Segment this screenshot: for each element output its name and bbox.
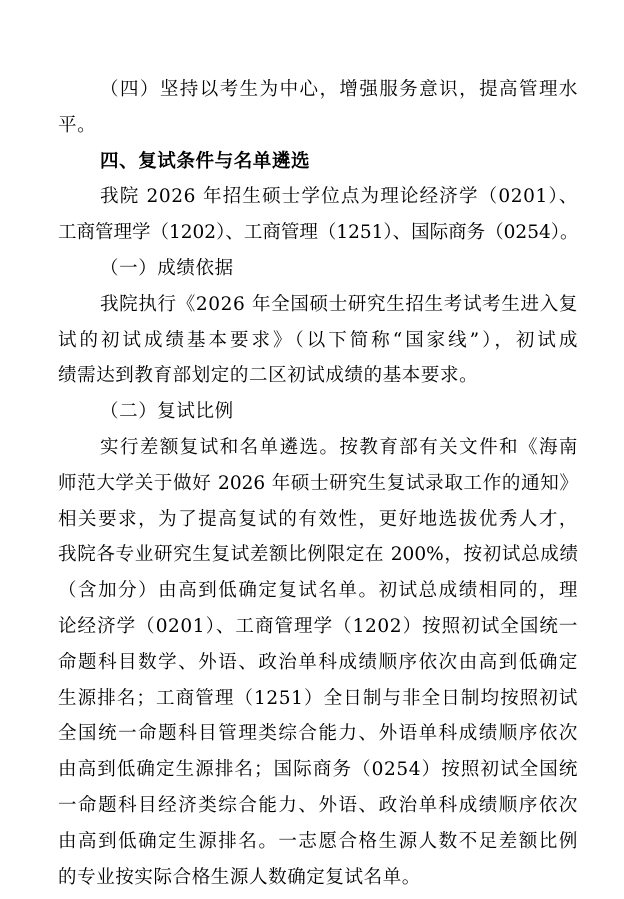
paragraph-line-20: 由高到低确定生源排名；国际商务（0254）按照初试全国统 [58, 759, 578, 781]
paragraph-line-17: 命题科目数学、外语、政治单科成绩顺序依次由高到低确定 [58, 651, 578, 673]
paragraph-line-15: （含加分）由高到低确定复试名单。初试总成绩相同的，理 [58, 580, 578, 602]
paragraph-line-21: 一命题科目经济类综合能力、外语、政治单科成绩顺序依次 [58, 795, 578, 816]
paragraph-line-1: （四）坚持以考生为中心，增强服务意识，提高管理水 [100, 79, 578, 100]
paragraph-line-5: 工商管理学（1202）、工商管理（1251）、国际商务（0254）。 [58, 222, 579, 244]
paragraph-line-13: 相关要求，为了提高复试的有效性，更好地选拔优秀人才， [58, 508, 578, 530]
section-heading: 四、复试条件与名单遴选 [100, 150, 311, 172]
paragraph-line-19: 全国统一命题科目管理类综合能力、外语单科成绩顺序依次 [58, 723, 578, 745]
subsection-heading-2: （二）复试比例 [100, 401, 234, 423]
paragraph-line-4: 我院 2026 年招生硕士学位点为理论经济学（0201）、 [100, 186, 578, 208]
paragraph-line-11: 实行差额复试和名单遴选。按教育部有关文件和《海南 [100, 437, 578, 458]
paragraph-line-8: 试的初试成绩基本要求》（以下简称“国家线”），初试成 [58, 329, 578, 351]
subsection-heading-1: （一）成绩依据 [100, 258, 234, 279]
paragraph-line-12: 师范大学关于做好 2026 年硕士研究生复试录取工作的通知》 [58, 472, 578, 494]
paragraph-line-14: 我院各专业研究生复试差额比例限定在 200%，按初试总成绩 [58, 544, 578, 566]
paragraph-line-18: 生源排名；工商管理（1251）全日制与非全日制均按照初试 [58, 687, 578, 709]
paragraph-line-7: 我院执行《2026 年全国硕士研究生招生考试考生进入复 [100, 293, 578, 315]
paragraph-line-16: 论经济学（0201）、工商管理学（1202）按照初试全国统一 [58, 616, 578, 637]
paragraph-line-23: 的专业按实际合格生源人数确定复试名单。 [58, 866, 421, 888]
paragraph-line-9: 绩需达到教育部划定的二区初试成绩的基本要求。 [58, 365, 479, 387]
paragraph-line-22: 由高到低确定生源排名。一志愿合格生源人数不足差额比例 [58, 830, 578, 852]
paragraph-line-2: 平。 [58, 114, 97, 136]
